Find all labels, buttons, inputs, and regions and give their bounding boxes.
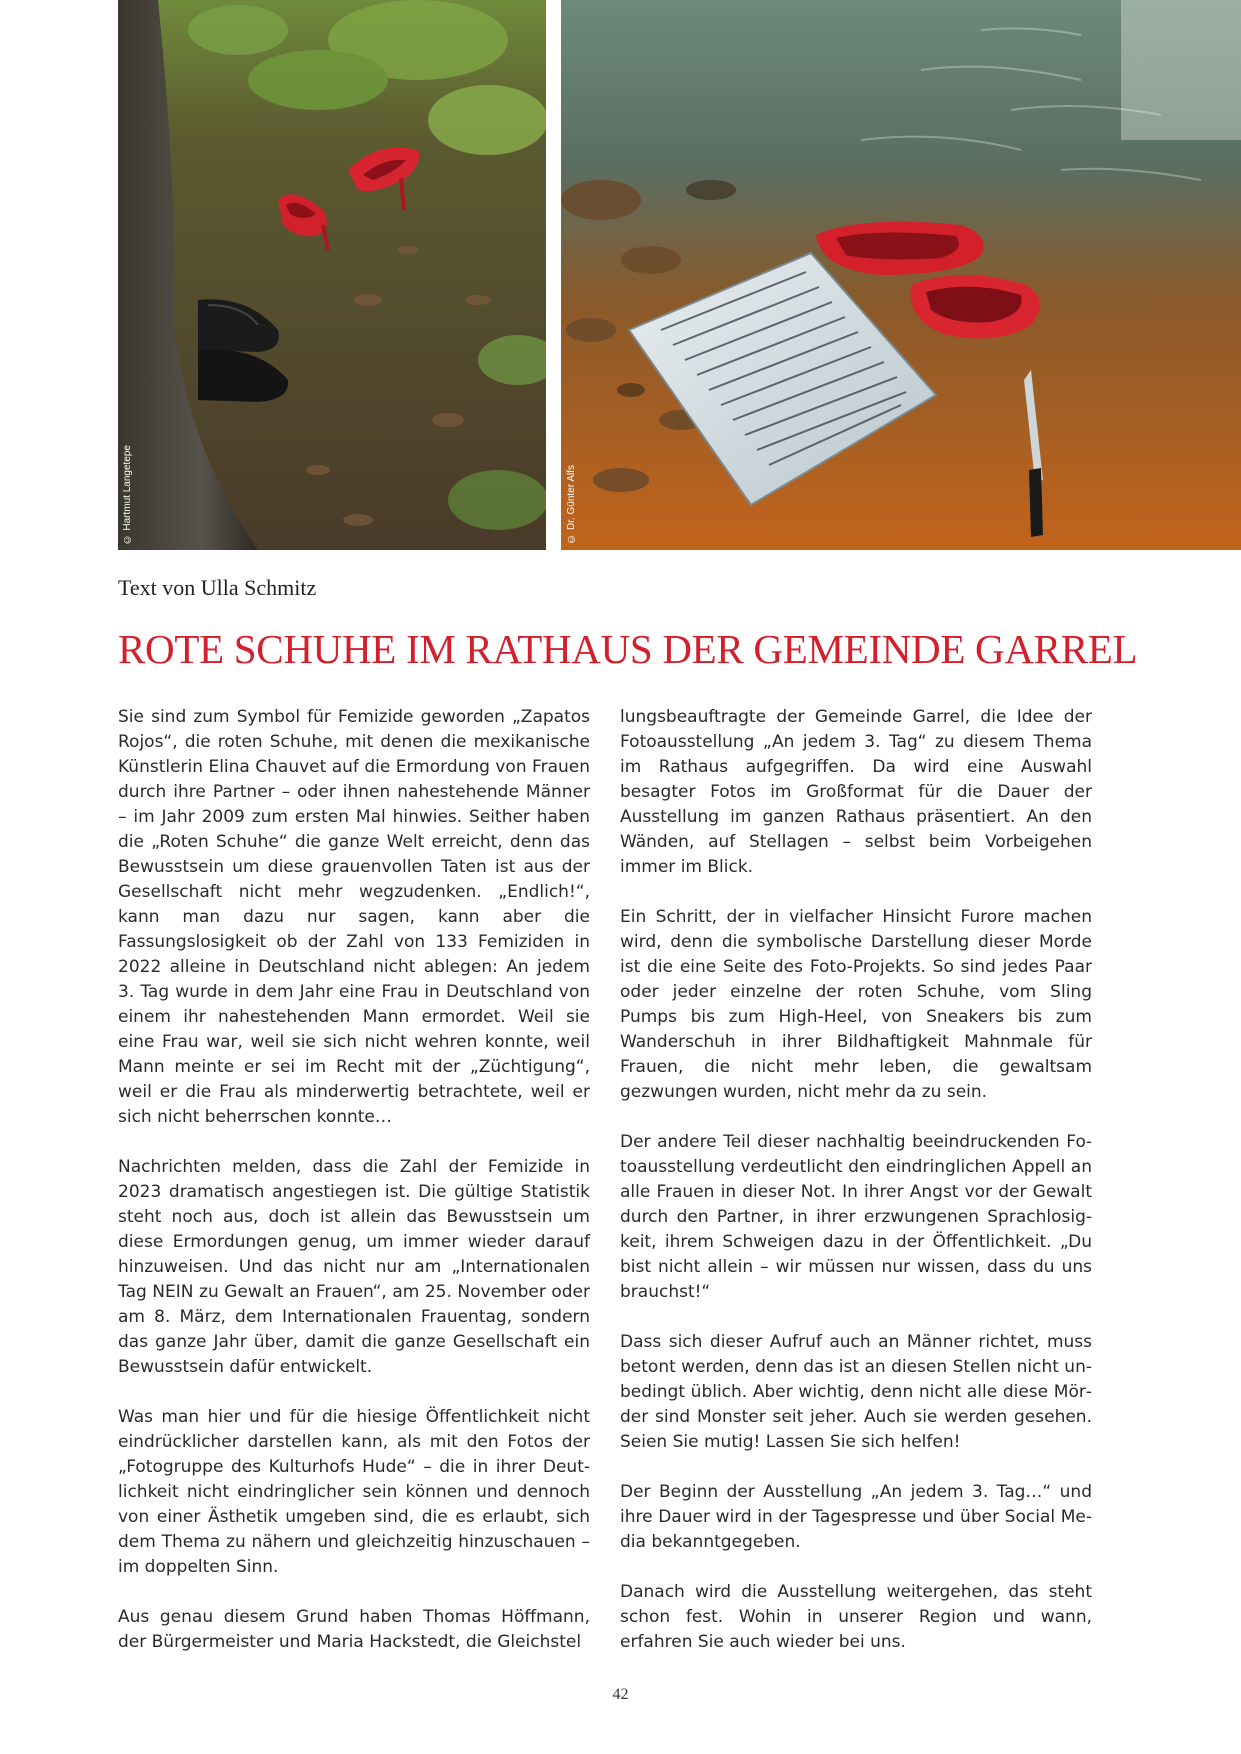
- photo-credit-left: [122, 0, 136, 550]
- photo-water-red-shoes: [561, 0, 1241, 550]
- article-column-right: [620, 705, 1092, 1680]
- page-number: 42: [612, 1686, 629, 1703]
- paragraph: lungsbeauftragte der Gemeinde Garrel, die Idee der Fotoausstellung „An jedem 3. Tag“ zu diesem Thema im Rathaus aufgegriffen. Da wird eine Auswahl besagter Fotos im Großformat für die Dauer der Ausstellung im ganzen Rathaus präsentiert. An den Wänden, auf Stellagen – selbst beim Vorbeigehen immer im Blick.: [620, 707, 1092, 877]
- paragraph: Danach wird die Ausstellung weitergehen, das steht schon fest. Wohin in unserer Region und wann, erfahren Sie auch wieder bei uns.: [620, 1582, 1092, 1652]
- paragraph: Sie sind zum Symbol für Femizide geworden „Zapatos Rojos“, die roten Schuhe, mit denen die mexikanische Künstlerin Elina Chauvet auf die Ermordung von Frauen durch ihre Partner – oder ihnen nahestehende Männer – im Jahr 2009 zum ersten Mal hinwies. Seither haben die „Roten Schuhe“ die ganze Welt erreicht, denn das Bewusstsein um diese grauenvollen Taten ist aus der Gesellschaft nicht mehr wegzudenken. „Endlich!“, kann man dazu nur sagen, kann aber die Fassungslosigkeit ob der Zahl von 133 Femiziden in 2022 alleine in Deutschland nicht ablegen: An jedem 3. Tag wurde in dem Jahr eine Frau in Deutschland von einem ihr nahestehenden Mann ermordet. Weil sie eine Frau war, weil sie sich nicht wehren konnte, weil Mann meinte er sei im Recht mit der „Züchtigung“, weil er die Frau als minderwertig betrachtete, weil er sich nicht beherrschen konnte…: [118, 707, 590, 1127]
- forest-photo-illustration: [118, 0, 546, 550]
- paragraph: Dass sich dieser Aufruf auch an Männer richtet, muss betont werden, denn das ist an diesen Stellen nicht unbedingt üblich. Aber wichtig, denn nicht alle diese Mörder sind Monster seit jeher. Auch sie werden gesehen. Seien Sie mutig! Lassen Sie sich helfen!: [620, 1332, 1092, 1452]
- photo-credit-right: [566, 0, 580, 550]
- paragraph: Der andere Teil dieser nachhaltig beeindruckenden Fotoausstellung verdeutlicht den eindringlichen Appell an alle Frauen in dieser Not. In ihrer Angst vor der Gewalt durch den Partner, in ihrer erzwungenen Sprachlosigkeit, ihrem Schweigen dazu in der Öffentlichkeit. „Du bist nicht allein – wir müssen nur wissen, dass du uns brauchst!“: [620, 1132, 1092, 1302]
- paragraph: Nachrichten melden, dass die Zahl der Femizide in 2023 dramatisch angestiegen ist. Die gültige Statistik steht noch aus, doch ist allein das Bewusstsein um diese Ermordungen genug, um immer wieder darauf hinzuweisen. Und das nicht nur am „Internationalen Tag NEIN zu Gewalt an Frauen“, am 25. November oder am 8. März, dem Internationalen Frauentag, sondern das ganze Jahr über, damit die ganze Gesellschaft ein Bewusstsein dafür entwickelt.: [118, 1157, 590, 1377]
- paragraph: Ein Schritt, der in vielfacher Hinsicht Furore machen wird, denn die symbolische Darstellung dieser Morde ist die eine Seite des Foto-Projekts. So sind jedes Paar oder jeder einzelne der roten Schuhe, vom Sling Pumps bis zum High-Heel, von Sneakers bis zum Wanderschuh in ihrer Bildhaftigkeit Mahnmale für Frauen, die nicht mehr leben, die gewaltsam gezwungen wurden, nicht mehr da zu sein.: [620, 907, 1092, 1102]
- credit-left-text: © Hartmut Langetepe: [122, 444, 133, 544]
- photo-forest-red-shoes: [118, 0, 546, 550]
- water-photo-illustration: [561, 0, 1241, 550]
- paragraph: Was man hier und für die hiesige Öffentlichkeit nicht eindrücklicher darstellen kann, als mit den Fotos der „Fotogruppe des Kulturhofs Hude“ – die in ihrer Deutlichkeit nicht eindringlicher sein können und dennoch von einer Ästhetik umgeben sind, die es erlaubt, sich dem Thema zu nähern und gleichzeitig hinzuschauen – im doppelten Sinn.: [118, 1407, 590, 1577]
- paragraph: Der Beginn der Ausstellung „An jedem 3. Tag…“ und ihre Dauer wird in der Tagespresse und über Social Media bekanntgegeben.: [620, 1482, 1092, 1552]
- paragraph: Aus genau diesem Grund haben Thomas Höffmann, der Bürgermeister und Maria Hackstedt, die Gleichstel: [118, 1607, 590, 1652]
- credit-right-text: © Dr. Günter Alfs: [566, 465, 577, 544]
- byline: Text von Ulla Schmitz: [118, 575, 317, 600]
- article-column-left: [118, 705, 590, 1680]
- article-headline: ROTE SCHUHE IM RATHAUS DER GEMEINDE GARREL: [118, 626, 1138, 672]
